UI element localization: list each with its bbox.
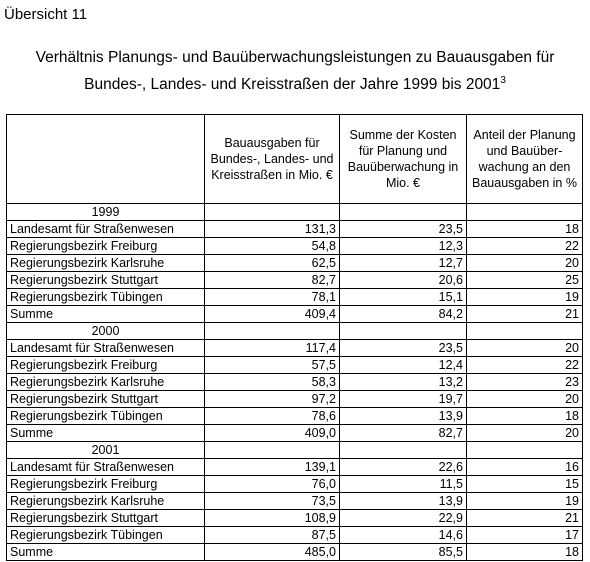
cell-kosten: 20,6 [340,272,467,289]
cell-kosten: 14,6 [340,527,467,544]
cell-anteil: 22 [467,238,583,255]
cell-anteil: 23 [467,374,583,391]
cell-bauausgaben: 78,6 [205,408,340,425]
cell-kosten: 84,2 [340,306,467,323]
data-table [6,114,583,561]
cell-anteil: 18 [467,544,583,561]
cell-name: Summe [7,544,205,561]
cell-name: Regierungsbezirk Karlsruhe [7,255,205,272]
cell-bauausgaben: 131,3 [205,221,340,238]
table-header-row [7,115,583,204]
table-row [7,340,583,357]
cell-name: Landesamt für Straßenwesen [7,221,205,238]
cell-name: Regierungsbezirk Stuttgart [7,272,205,289]
cell-bauausgaben: 485,0 [205,544,340,561]
cell-anteil: 18 [467,221,583,238]
year-empty-cell [205,204,340,221]
cell-name: Regierungsbezirk Tübingen [7,527,205,544]
cell-bauausgaben: 58,3 [205,374,340,391]
cell-anteil: 19 [467,289,583,306]
cell-bauausgaben: 97,2 [205,391,340,408]
cell-bauausgaben: 409,0 [205,425,340,442]
table-row [7,476,583,493]
cell-kosten: 13,2 [340,374,467,391]
cell-name: Regierungsbezirk Tübingen [7,289,205,306]
cell-kosten: 15,1 [340,289,467,306]
cell-anteil: 20 [467,425,583,442]
cell-name: Summe [7,425,205,442]
table-row [7,221,583,238]
cell-name: Regierungsbezirk Tübingen [7,408,205,425]
cell-name: Regierungsbezirk Karlsruhe [7,493,205,510]
cell-kosten: 12,3 [340,238,467,255]
cell-anteil: 22 [467,357,583,374]
cell-anteil: 20 [467,340,583,357]
cell-kosten: 85,5 [340,544,467,561]
cell-bauausgaben: 139,1 [205,459,340,476]
table-row [7,527,583,544]
table-row [7,238,583,255]
year-empty-cell [205,323,340,340]
header-anteil: Anteil der Planung und Bauüber-wachung an den Bauausgaben in % [467,115,583,204]
year-empty-cell [340,323,467,340]
title-line-2 [0,69,590,96]
document-label: Übersicht 11 [4,6,88,23]
cell-anteil: 20 [467,391,583,408]
table-row [7,357,583,374]
cell-bauausgaben: 108,9 [205,510,340,527]
cell-bauausgaben: 82,7 [205,272,340,289]
cell-bauausgaben: 57,5 [205,357,340,374]
year-empty-cell [467,323,583,340]
header-kosten-planung: Summe der Kosten für Planung und Bauüberwachung in Mio. € [340,115,467,204]
cell-bauausgaben: 73,5 [205,493,340,510]
cell-kosten: 19,7 [340,391,467,408]
table-row [7,408,583,425]
year-empty-cell [467,204,583,221]
document-title [0,46,590,96]
cell-anteil: 16 [467,459,583,476]
cell-bauausgaben: 62,5 [205,255,340,272]
cell-bauausgaben: 409,4 [205,306,340,323]
header-bauausgaben: Bauausgaben für Bundes-, Landes- und Kreisstraßen in Mio. € [205,115,340,204]
year-empty-cell [340,442,467,459]
cell-bauausgaben: 117,4 [205,340,340,357]
cell-name: Summe [7,306,205,323]
cell-name: Regierungsbezirk Freiburg [7,238,205,255]
cell-name: Regierungsbezirk Stuttgart [7,391,205,408]
cell-anteil: 18 [467,408,583,425]
year-row [7,323,583,340]
table-row [7,544,583,561]
cell-kosten: 23,5 [340,221,467,238]
table-row [7,255,583,272]
table-row [7,510,583,527]
cell-name: Regierungsbezirk Stuttgart [7,510,205,527]
cell-name: Landesamt für Straßenwesen [7,340,205,357]
cell-anteil: 21 [467,306,583,323]
cell-anteil: 19 [467,493,583,510]
year-row [7,442,583,459]
year-label: 1999 [7,204,205,221]
cell-name: Regierungsbezirk Freiburg [7,357,205,374]
cell-kosten: 82,7 [340,425,467,442]
year-label: 2000 [7,323,205,340]
cell-bauausgaben: 54,8 [205,238,340,255]
cell-bauausgaben: 78,1 [205,289,340,306]
cell-kosten: 23,5 [340,340,467,357]
cell-anteil: 25 [467,272,583,289]
table-row [7,391,583,408]
cell-name: Regierungsbezirk Freiburg [7,476,205,493]
cell-kosten: 22,9 [340,510,467,527]
year-empty-cell [467,442,583,459]
cell-kosten: 22,6 [340,459,467,476]
title-line-1: Verhältnis Planungs- und Bauüberwachungsleistungen zu Bauausgaben für [35,49,555,66]
cell-anteil: 15 [467,476,583,493]
cell-anteil: 21 [467,510,583,527]
table-row [7,493,583,510]
cell-kosten: 13,9 [340,408,467,425]
year-label: 2001 [7,442,205,459]
footnote-reference: 3 [500,75,506,86]
table-body [7,204,583,561]
cell-kosten: 11,5 [340,476,467,493]
cell-anteil: 20 [467,255,583,272]
cell-name: Landesamt für Straßenwesen [7,459,205,476]
table-row [7,272,583,289]
table-row [7,374,583,391]
year-row [7,204,583,221]
year-empty-cell [205,442,340,459]
year-empty-cell [340,204,467,221]
title-line-2-text: Bundes-, Landes- und Kreisstraßen der Jahre 1999 bis 2001 [84,76,501,93]
cell-kosten: 13,9 [340,493,467,510]
table-row [7,459,583,476]
cell-kosten: 12,4 [340,357,467,374]
cell-bauausgaben: 76,0 [205,476,340,493]
table-row [7,306,583,323]
table-row [7,425,583,442]
cell-bauausgaben: 87,5 [205,527,340,544]
cell-anteil: 17 [467,527,583,544]
table-row [7,289,583,306]
cell-name: Regierungsbezirk Karlsruhe [7,374,205,391]
cell-kosten: 12,7 [340,255,467,272]
header-blank-cell [7,115,205,204]
